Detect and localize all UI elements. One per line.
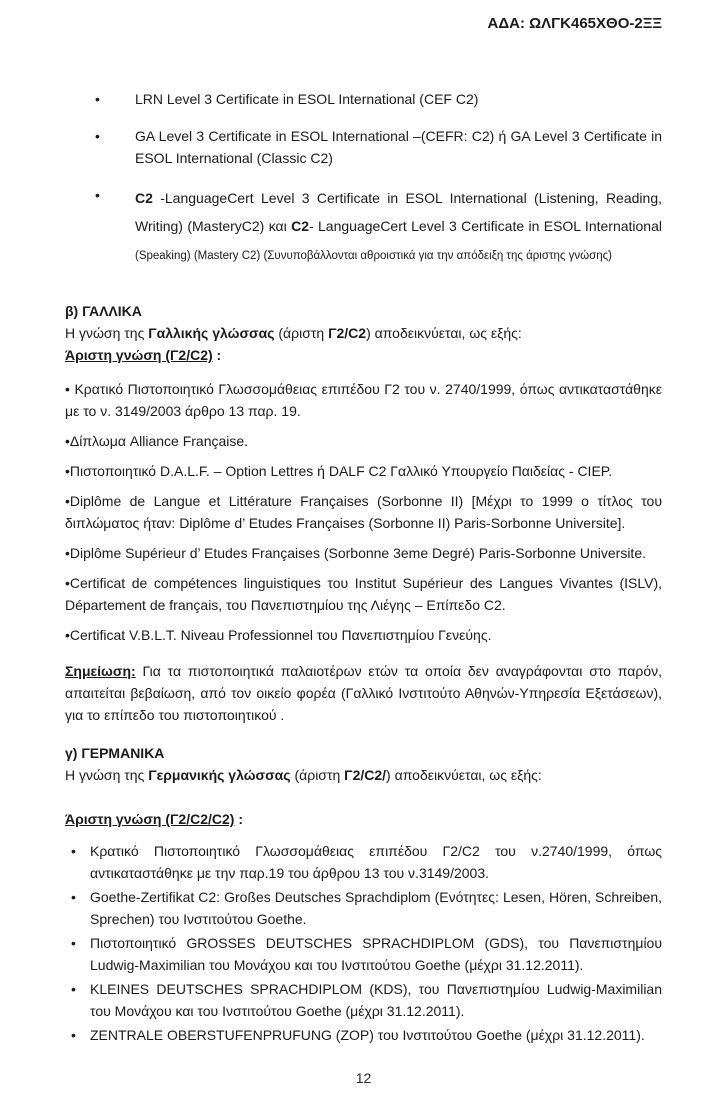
bullet-icon: •	[65, 463, 70, 479]
esol-item-lrn-text: LRN Level 3 Certificate in ESOL International (CEF C2)	[135, 91, 479, 107]
french-cert-item: •Certificat V.B.L.T. Niveau Professionnel του Πανεπιστημίου Γενεύης.	[65, 627, 492, 643]
speaking-note: (Speaking)	[135, 250, 191, 262]
note-label: Σημείωση:	[65, 663, 136, 679]
german-cert-item: • ZENTRALE OBERSTUFENPRUFUNG (ZOP) του Ινστιτούτου Goethe (μέχρι 31.12.2011).	[71, 1024, 662, 1046]
bullet-icon: •	[71, 843, 76, 859]
french-cert-item: •Δίπλωμα Alliance Française.	[65, 433, 249, 449]
ada-code: ΑΔΑ: ΩΛΓΚ465ΧΘΟ-2ΞΞ	[487, 15, 662, 32]
section-heading-german: γ) ΓΕΡΜΑΝΙΚΑ	[65, 745, 165, 761]
bullet-icon: •	[71, 981, 76, 997]
bullet-icon: •	[65, 493, 70, 509]
bullet-icon: •	[65, 627, 70, 643]
german-cert-item: • KLEINES DEUTSCHES SPRACHDIPLOM (KDS), του Πανεπιστημίου Ludwig-Maximilian του Μονάχου και του Ινστιτούτου Goethe (μέχρι 31.12.2011).	[71, 978, 662, 1022]
bullet-icon: •	[65, 575, 70, 591]
french-intro: Η γνώση της Γαλλικής γλώσσας (άριστη Γ2/C2) αποδεικνύεται, ως εξής:	[65, 325, 522, 341]
note-text: Για τα πιστοποιητικά παλαιοτέρων ετών τα οποία δεν αναγράφονται στο παρόν, απαιτείται βεβαίωση, από τον οικείο φορέα (Γαλλικό Ινστιτούτο Αθηνών-Υπηρεσία Εξετάσεων), για το επίπεδο του πιστοποιητικού .	[65, 663, 662, 723]
german-cert-item: • Goethe-Zertifikat C2: Großes Deutsches Sprachdiplom (Ενότητες: Lesen, Hören, Schreiben, Sprechen) του Ινστιτούτου Goethe.	[71, 886, 662, 930]
section-french	[65, 300, 662, 726]
french-cert-item: • Κρατικό Πιστοποιητικό Γλωσσομάθειας επιπέδου Γ2 του ν. 2740/1999, όπως αντικαταστάθηκε με το ν. 3149/2003 άρθρο 13 παρ. 19.	[65, 381, 662, 419]
esol-item-languagecert-text: C2 -LanguageCert Level 3 Certificate in ESOL International (Listening, Reading, Writing) (MasteryC2) και C2- LanguageCert Level 3 Certificate in ESOL International (Speaking) (Mastery C2) (Συνυποβάλλονται αθροιστικά για την απόδειξη της άριστης γνώσης)	[135, 190, 662, 262]
bullet-icon: •	[71, 935, 76, 951]
esol-item-ga-text: GA Level 3 Certificate in ESOL International –(CEFR: C2) ή GA Level 3 Certificate in ESOL International (Classic C2)	[135, 128, 662, 166]
section-heading-french: β) ΓΑΛΛΙΚΑ	[65, 303, 142, 319]
bullet-icon: •	[95, 91, 100, 107]
note-paragraph	[65, 660, 662, 726]
french-cert-item: •Πιστοποιητικό D.A.L.F. – Option Lettres ή DALF C2 Γαλλικό Υπουργείο Παιδείας - CIEP.	[65, 463, 613, 479]
bullet-icon: •	[71, 1027, 76, 1043]
german-level-subheading: Άριστη γνώση (Γ2/C2/C2) :	[65, 811, 244, 827]
bullet-icon: •	[71, 889, 76, 905]
german-certificate-list	[65, 840, 662, 1046]
bullet-icon: •	[65, 433, 70, 449]
esol-item-lrn	[95, 88, 662, 110]
esol-item-languagecert	[95, 184, 662, 270]
bullet-icon: •	[65, 381, 70, 397]
french-cert-item: •Diplôme de Langue et Littérature Françaises (Sorbonne II) [Μέχρι το 1999 ο τίτλος του διπλώματος ήταν: Diplôme d’ Etudes Françaises (Sorbonne II) Paris-Sorbonne Universite].	[65, 493, 662, 531]
mastery-note: (Mastery C2) (Συνυποβάλλονται αθροιστικά για την απόδειξη της άριστης γνώσης)	[190, 250, 612, 262]
french-certificate-list	[65, 378, 662, 646]
german-cert-item: • Κρατικό Πιστοποιητικό Γλωσσομάθειας επιπέδου Γ2/C2 του ν.2740/1999, όπως αντικαταστάθηκε με την παρ.19 του άρθρου 13 του ν.3149/2003.	[71, 840, 662, 884]
section-german	[65, 742, 662, 1046]
french-level-subheading: Άριστη γνώση (Γ2/C2) :	[65, 347, 222, 363]
esol-certificate-list	[65, 88, 662, 270]
french-cert-item: •Diplôme Supérieur d’ Etudes Françaises (Sorbonne 3eme Degré) Paris-Sorbonne Universite.	[65, 545, 646, 561]
french-cert-item: •Certificat de compétences linguistiques του Institut Supérieur des Langues Vivantes (ISLV), Département de français, του Πανεπιστημίου της Λιέγης – Επίπεδο C2.	[65, 575, 662, 613]
german-cert-item: • Πιστοποιητικό GROSSES DEUTSCHES SPRACHDIPLOM (GDS), του Πανεπιστημίου Ludwig-Maximilian του Μονάχου και του Ινστιτούτου Goethe (μέχρι 31.12.2011).	[71, 932, 662, 976]
page-number: 12	[355, 1070, 372, 1086]
bullet-icon: •	[95, 187, 100, 203]
bullet-icon: •	[95, 128, 100, 144]
german-intro: Η γνώση της Γερμανικής γλώσσας (άριστη Γ2/C2/) αποδεικνύεται, ως εξής:	[65, 767, 542, 783]
bullet-icon: •	[65, 545, 70, 561]
esol-item-ga	[95, 125, 662, 169]
